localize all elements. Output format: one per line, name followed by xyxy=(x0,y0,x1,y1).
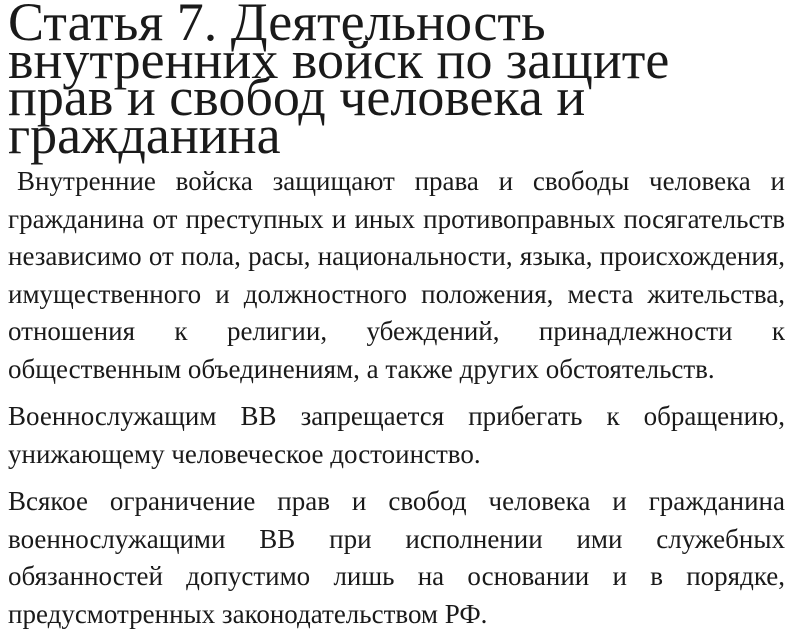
article-title: Статья 7. Деятельность внутренних войск по защите прав и свобод человека и гражданина xyxy=(8,0,670,165)
paragraph-rights-protection: Внутренние войска защищают права и свободы человека и гражданина от преступных и иных противоправных посягательств независимо от пола, расы, национальности, языка, происхождения, имущественного и должностного положения, места жительства, отношения к религии, убеждений, принадлежности к общественным объединениям, а также других обстоятельств. xyxy=(8,166,785,384)
paragraph-restrictions: Всякое ограничение прав и свобод человека и гражданина военнослужащими ВВ при исполнении ими служебных обязанностей допустимо лишь на основании и в порядке, предусмотренных законодательством РФ. xyxy=(8,486,785,629)
paragraph-prohibition: Военнослужащим ВВ запрещается прибегать к обращению, унижающему человеческое достоинство. xyxy=(8,401,785,469)
